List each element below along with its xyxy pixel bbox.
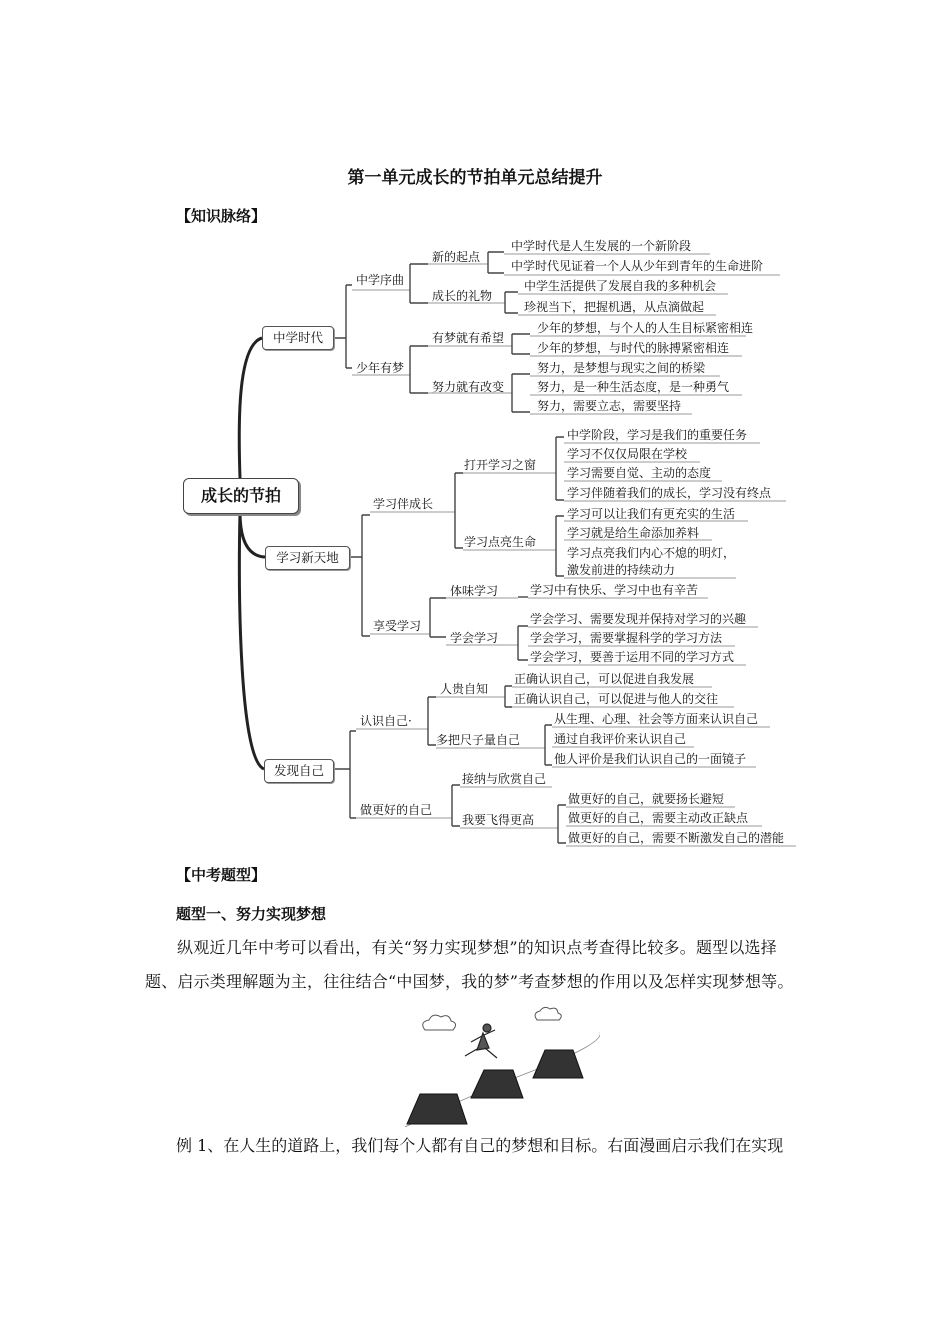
sub-zhongxue-xuqu: 中学序曲 — [356, 273, 405, 287]
point-item: 激发前进的持续动力 — [567, 563, 676, 577]
point-item: 珍视当下，把握机遇，从点滴做起 — [524, 300, 705, 314]
point-item: 努力，是梦想与现实之间的桥梁 — [537, 361, 706, 375]
topic-tiwei-xuexi: 体味学习 — [450, 584, 499, 598]
point-item: 努力，是一种生活态度，是一种勇气 — [537, 380, 730, 394]
topic-xuehui-xuexi: 学会学习 — [450, 631, 499, 645]
brace-b3 — [332, 731, 356, 818]
point-item: 学会学习、需要发现并保持对学习的兴趣 — [530, 612, 747, 626]
sub-renshi-ziji: 认识自己· — [360, 714, 412, 728]
point-item: 他人评价是我们认识自己的一面镜子 — [554, 752, 747, 766]
branch-faxian-ziji: 发现自己 — [264, 759, 334, 783]
point-item: 做更好的自己，就要扬长避短 — [568, 792, 725, 806]
trunk-to-xuexi — [240, 512, 265, 557]
sub-zuo-genghao-ziji: 做更好的自己 — [360, 803, 433, 817]
example-1-text: 例 1、在人生的道路上，我们每个人都有自己的梦想和目标。右面漫画启示我们在实现 — [176, 1136, 784, 1155]
point-item: 努力，需要立志，需要坚持 — [537, 399, 682, 413]
topic-nuli-gaibian: 努力就有改变 — [432, 380, 505, 394]
point-item: 中学时代见证着一个人从少年到青年的生命进阶 — [511, 259, 764, 273]
trunk-to-faxian — [239, 512, 264, 769]
page-title: 第一单元成长的节拍单元总结提升 — [347, 168, 603, 188]
point-item: 从生理、心理、社会等方面来认识自己 — [554, 712, 759, 726]
point-item: 少年的梦想，与个人的人生目标紧密相连 — [537, 321, 754, 335]
sub-shaonian-youmeng: 少年有梦 — [356, 361, 405, 375]
topic-duoba-chizi: 多把尺子量自己 — [436, 733, 521, 747]
question-type-paragraph: 纵观近几年中考可以看出，有关“努力实现梦想”的知识点考查得比较多。题型以选择题、启示类理解题为主，往往结合“中国梦，我的梦”考查梦想的作用以及怎样实现梦想等。 — [145, 938, 794, 991]
point-item: 做更好的自己，需要主动改正缺点 — [568, 811, 749, 825]
book-hurdle-icon — [407, 1050, 583, 1124]
question-type-heading: 题型一、努力实现梦想 — [176, 905, 327, 923]
brace-b2 — [348, 515, 370, 636]
point-item: 学习就是给生命添加养料 — [567, 526, 700, 540]
sub-xiangshou-xuexi: 享受学习 — [373, 619, 422, 633]
topic-xuexi-dianliang-shengming: 学习点亮生命 — [464, 535, 537, 549]
knowledge-heading: 【知识脉络】 — [176, 207, 267, 225]
runner-icon — [465, 1024, 497, 1058]
point-item: 学习可以让我们有更充实的生活 — [567, 507, 736, 521]
topic-chengzhang-liwu: 成长的礼物 — [432, 289, 493, 303]
trunk-to-zhongxue — [239, 338, 262, 478]
exam-heading: 【中考题型】 — [176, 866, 267, 884]
brace-b1 — [332, 285, 352, 368]
point-item: 中学时代是人生发展的一个新阶段 — [511, 239, 692, 253]
point-item: 学会学习，需要掌握科学的学习方法 — [530, 631, 723, 645]
branch-xuexi-xintiandi: 学习新天地 — [265, 546, 350, 570]
mindmap-root: 成长的节拍 — [183, 478, 299, 514]
point-item: 学习伴随着我们的成长，学习没有终点 — [567, 486, 772, 500]
point-item: 学习中有快乐、学习中也有辛苦 — [530, 583, 699, 597]
point-item: 学习需要自觉、主动的态度 — [567, 466, 712, 480]
point-item: 学会学习，要善于运用不同的学习方式 — [530, 650, 735, 664]
topic-xin-de-qidian: 新的起点 — [432, 250, 481, 264]
point-item: 正确认识自己，可以促进与他人的交往 — [514, 692, 719, 706]
point-item: 通过自我评价来认识自己 — [554, 732, 687, 746]
topic-youmeng-xiwang: 有梦就有希望 — [432, 331, 505, 345]
topic-rengui-zizhi: 人贵自知 — [440, 682, 489, 696]
topic-jiena-xinshang: 接纳与欣赏自己 — [462, 772, 547, 786]
point-item: 学习点亮我们内心不熄的明灯， — [567, 546, 736, 560]
point-item: 做更好的自己，需要不断激发自己的潜能 — [568, 831, 785, 845]
point-item: 中学阶段，学习是我们的重要任务 — [567, 428, 748, 442]
point-item: 学习不仅仅局限在学校 — [567, 447, 688, 461]
point-item: 正确认识自己，可以促进自我发展 — [514, 672, 695, 686]
topic-dakai-xuexi-zhichuang: 打开学习之窗 — [464, 458, 537, 472]
cloud-icon — [423, 1007, 562, 1030]
point-item: 中学生活提供了发展自我的多种机会 — [524, 279, 717, 293]
cartoon-illustration — [385, 1002, 600, 1127]
sub-xuexi-ban-chengzhang: 学习伴成长 — [373, 497, 434, 511]
branch-zhongxue-shidai: 中学时代 — [262, 326, 334, 350]
point-item: 少年的梦想，与时代的脉搏紧密相连 — [537, 341, 730, 355]
topic-feide-genggao: 我要飞得更高 — [462, 813, 535, 827]
